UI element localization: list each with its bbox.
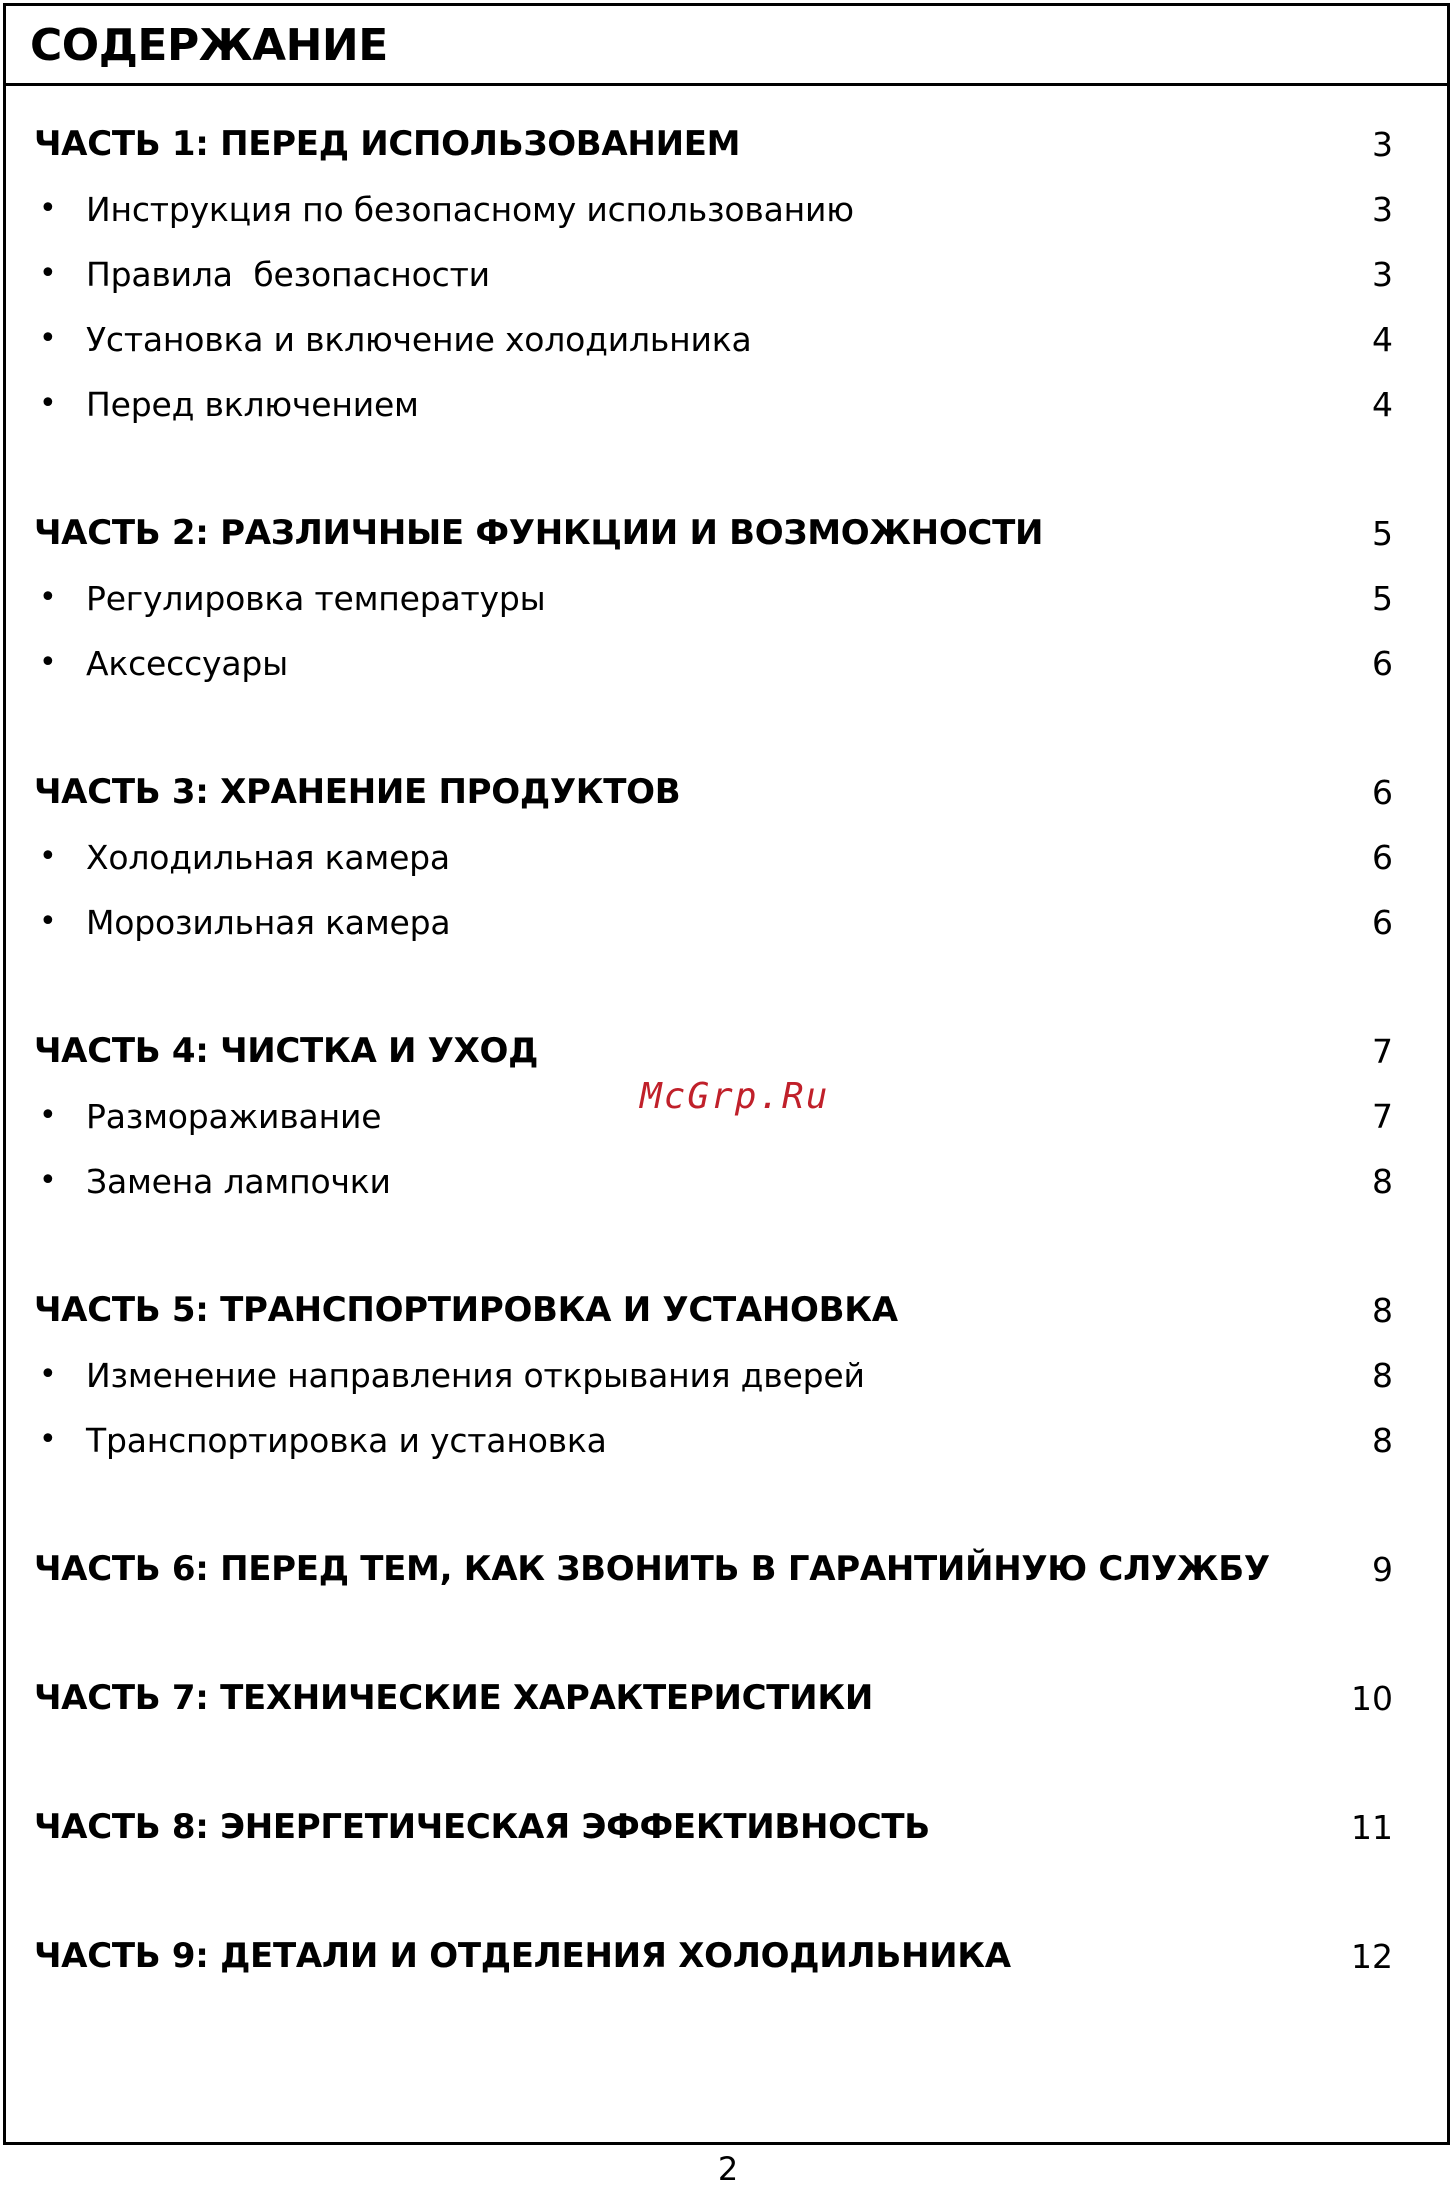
- bullet-icon: •: [39, 321, 57, 356]
- bullet-icon: •: [39, 1422, 57, 1457]
- toc-item-text: Инструкция по безопасному использованию: [86, 189, 854, 229]
- title-bar: [6, 6, 1447, 86]
- toc-page-number: 4: [1372, 319, 1393, 359]
- toc-item[interactable]: [6, 827, 1447, 887]
- toc-item-text: Замена лампочки: [86, 1161, 391, 1201]
- toc-heading-part-8[interactable]: [6, 1797, 1447, 1857]
- toc-heading-part-6[interactable]: [6, 1539, 1447, 1599]
- toc-page-number: 9: [1372, 1549, 1393, 1589]
- toc-item[interactable]: [6, 1410, 1447, 1470]
- toc-heading-text: ЧАСТЬ 4: ЧИСТКА И УХОД: [34, 1031, 539, 1071]
- toc-heading-text: ЧАСТЬ 5: ТРАНСПОРТИРОВКА И УСТАНОВКА: [34, 1290, 898, 1330]
- bullet-icon: •: [39, 904, 57, 939]
- toc-item[interactable]: [6, 309, 1447, 369]
- toc-page-number: 8: [1372, 1161, 1393, 1201]
- toc-heading-text: ЧАСТЬ 7: ТЕХНИЧЕСКИЕ ХАРАКТЕРИСТИКИ: [34, 1678, 873, 1718]
- toc-item-text: Аксессуары: [86, 643, 288, 683]
- toc-item-text: Холодильная камера: [86, 837, 450, 877]
- toc-item[interactable]: [6, 244, 1447, 304]
- toc-item[interactable]: [6, 1151, 1447, 1211]
- bullet-icon: •: [39, 580, 57, 615]
- toc-item-text: Транспортировка и установка: [86, 1420, 607, 1460]
- toc-page-number: 8: [1372, 1355, 1393, 1395]
- toc-heading-text: ЧАСТЬ 9: ДЕТАЛИ И ОТДЕЛЕНИЯ ХОЛОДИЛЬНИКА: [34, 1936, 1011, 1976]
- bullet-icon: •: [39, 1163, 57, 1198]
- toc-heading-part-3[interactable]: [6, 762, 1447, 822]
- toc-page-number: 7: [1372, 1031, 1393, 1071]
- toc-heading-part-1[interactable]: [6, 114, 1447, 174]
- bullet-icon: •: [39, 645, 57, 680]
- toc-item-text: Перед включением: [86, 384, 419, 424]
- toc-heading-part-7[interactable]: [6, 1668, 1447, 1728]
- toc-item-text: Правила безопасности: [86, 254, 490, 294]
- toc-page-number: 6: [1372, 837, 1393, 877]
- bullet-icon: •: [39, 1357, 57, 1392]
- toc-page-number: 11: [1351, 1807, 1393, 1847]
- toc-page-number: 8: [1372, 1290, 1393, 1330]
- toc-heading-text: ЧАСТЬ 1: ПЕРЕД ИСПОЛЬЗОВАНИЕМ: [34, 124, 741, 164]
- footer-page-number: 2: [717, 2150, 739, 2188]
- toc-page-number: 3: [1372, 189, 1393, 229]
- toc-heading-text: ЧАСТЬ 2: РАЗЛИЧНЫЕ ФУНКЦИИ И ВОЗМОЖНОСТИ: [34, 513, 1044, 553]
- toc-item[interactable]: [6, 179, 1447, 239]
- toc-item-text: Размораживание: [86, 1096, 382, 1136]
- page-title: СОДЕРЖАНИЕ: [30, 19, 388, 71]
- toc-page-number: 10: [1351, 1678, 1393, 1718]
- toc-page-number: 6: [1372, 643, 1393, 683]
- toc-item-text: Регулировка температуры: [86, 578, 546, 618]
- bullet-icon: •: [39, 386, 57, 421]
- toc-page-number: 6: [1372, 772, 1393, 812]
- toc-item[interactable]: [6, 892, 1447, 952]
- toc-page-number: 4: [1372, 384, 1393, 424]
- toc-item[interactable]: [6, 1345, 1447, 1405]
- toc-page-number: 8: [1372, 1420, 1393, 1460]
- bullet-icon: •: [39, 256, 57, 291]
- toc-heading-text: ЧАСТЬ 6: ПЕРЕД ТЕМ, КАК ЗВОНИТЬ В ГАРАНТИЙНУЮ СЛУЖБУ: [34, 1549, 1270, 1589]
- toc-item[interactable]: [6, 633, 1447, 693]
- toc-page-number: 6: [1372, 902, 1393, 942]
- toc-heading-text: ЧАСТЬ 3: ХРАНЕНИЕ ПРОДУКТОВ: [34, 772, 681, 812]
- toc-page-number: 5: [1372, 513, 1393, 553]
- toc-item-text: Изменение направления открывания дверей: [86, 1355, 865, 1395]
- bullet-icon: •: [39, 1098, 57, 1133]
- toc-item[interactable]: [6, 374, 1447, 434]
- watermark: McGrp.Ru: [640, 1076, 830, 1117]
- toc-heading-part-9[interactable]: [6, 1926, 1447, 1986]
- toc-page-number: 5: [1372, 578, 1393, 618]
- page-frame: [3, 3, 1450, 2145]
- toc-heading-part-4[interactable]: [6, 1021, 1447, 1081]
- toc-page-number: 12: [1351, 1936, 1393, 1976]
- toc-item[interactable]: [6, 568, 1447, 628]
- toc-heading-part-5[interactable]: [6, 1280, 1447, 1340]
- bullet-icon: •: [39, 191, 57, 226]
- toc-page-number: 3: [1372, 254, 1393, 294]
- bullet-icon: •: [39, 839, 57, 874]
- toc-page-number: 3: [1372, 124, 1393, 164]
- toc-heading-part-2[interactable]: [6, 503, 1447, 563]
- toc-item-text: Морозильная камера: [86, 902, 451, 942]
- toc-item-text: Установка и включение холодильника: [86, 319, 752, 359]
- toc-heading-text: ЧАСТЬ 8: ЭНЕРГЕТИЧЕСКАЯ ЭФФЕКТИВНОСТЬ: [34, 1807, 930, 1847]
- toc-page-number: 7: [1372, 1096, 1393, 1136]
